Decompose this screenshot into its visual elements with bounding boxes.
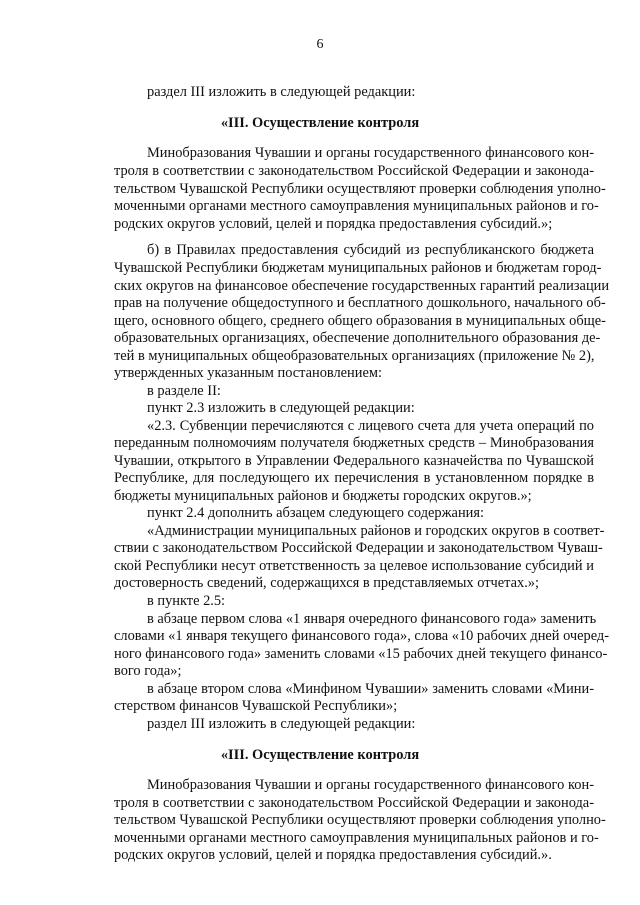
- section-heading: «III. Осуществление контроля: [220, 747, 420, 763]
- text-line: ствии с законодательством Российской Федерации и законодательством Чуваш-: [114, 540, 603, 556]
- text-line: раздел III изложить в следующей редакции:: [147, 84, 416, 100]
- text-line: в пункте 2.5:: [147, 593, 226, 609]
- text-line: «Администрации муниципальных районов и городских округов в соответ-: [147, 523, 605, 539]
- text-line: Республике, для последующего их перечисления в установленном порядке в: [114, 470, 594, 486]
- text-line: ской Республики несут ответственность за целевое использование субсидий и: [114, 558, 594, 574]
- text-line: ских округов на финансовое обеспечение государственных гарантий реализации: [114, 278, 610, 294]
- text-line: в абзаце первом слова «1 января очередного финансового года» заменить: [147, 611, 597, 627]
- text-line: «2.3. Субвенции перечисляются с лицевого счета для учета операций по: [147, 418, 594, 434]
- text-line: родских округов условий, целей и порядка предоставления субсидий.».: [114, 847, 552, 863]
- text-line: пункт 2.3 изложить в следующей редакции:: [147, 400, 415, 416]
- text-line: раздел III изложить в следующей редакции:: [147, 716, 416, 732]
- text-line: троля в соответствии с законодательством Российской Федерации и законода-: [114, 163, 594, 179]
- text-line: вого года»;: [114, 663, 182, 679]
- text-line: Минобразования Чувашии и органы государственного финансового кон-: [147, 777, 594, 793]
- text-line: Чувашии, открытого в Управлении Федерального казначейства по Чувашской: [114, 453, 594, 469]
- text-line: достоверность сведений, содержащихся в представляемых отчетах.»;: [114, 575, 539, 591]
- section-heading: «III. Осуществление контроля: [220, 115, 420, 131]
- text-line: стерством финансов Чувашской Республики»;: [114, 698, 398, 714]
- text-line: Чувашской Республики бюджетам муниципальных районов и бюджетам город-: [114, 260, 602, 276]
- text-line: пункт 2.4 дополнить абзацем следующего содержания:: [147, 505, 484, 521]
- text-line: тельством Чувашской Республики осуществляют проверки соблюдения уполно-: [114, 812, 606, 828]
- text-line: образовательных организациях, обеспечение дополнительного образования де-: [114, 330, 601, 346]
- text-line: ного финансового года» заменить словами «15 рабочих дней текущего финансо-: [114, 646, 608, 662]
- text-line: Минобразования Чувашии и органы государственного финансового кон-: [147, 145, 594, 161]
- text-line: троля в соответствии с законодательством Российской Федерации и законода-: [114, 795, 594, 811]
- text-line: в абзаце втором слова «Минфином Чувашии» заменить словами «Мини-: [147, 681, 594, 697]
- text-line: словами «1 января текущего финансового года», слова «10 рабочих дней очеред-: [114, 628, 610, 644]
- text-line: переданным полномочиям получателя бюджетных средств – Минобразования: [114, 435, 594, 451]
- text-line: моченными органами местного самоуправления муниципальных районов и го-: [114, 198, 599, 214]
- text-line: бюджеты муниципальных районов и бюджеты городских округов.»;: [114, 488, 532, 504]
- text-line: родских округов условий, целей и порядка предоставления субсидий.»;: [114, 216, 553, 232]
- text-line: щего, основного общего, среднего общего образования в муниципальных обще-: [114, 313, 606, 329]
- text-line: в разделе II:: [147, 383, 221, 399]
- text-line: тей в муниципальных общеобразовательных организациях (приложение № 2),: [114, 348, 595, 364]
- text-line: утвержденных указанным постановлением:: [114, 365, 382, 381]
- text-line: прав на получение общедоступного и бесплатного дошкольного, начального об-: [114, 295, 606, 311]
- text-line: тельством Чувашской Республики осуществляют проверки соблюдения уполно-: [114, 181, 606, 197]
- text-line: моченными органами местного самоуправления муниципальных районов и го-: [114, 830, 599, 846]
- text-line: б) в Правилах предоставления субсидий из республиканского бюджета: [147, 242, 594, 258]
- page-number: 6: [316, 37, 324, 52]
